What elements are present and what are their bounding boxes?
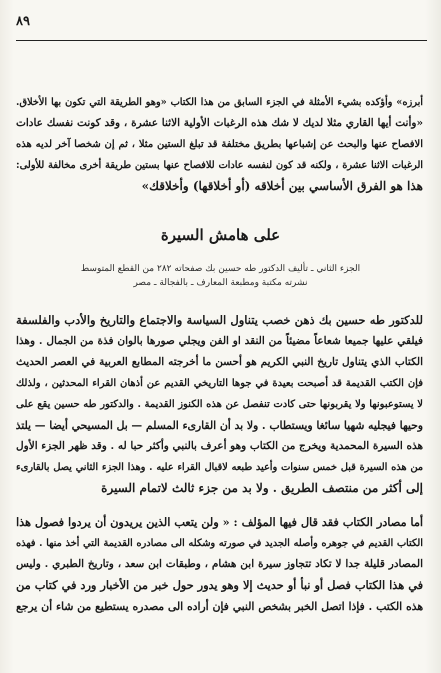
- section-title: على هامش السيرة: [160, 226, 281, 244]
- text-line: أما مصادر الكتاب فقد قال فيها المؤلف : « ولن يتعب الذين يريدون أن يردوا فصول هذا: [16, 515, 423, 529]
- text-line: الكتاب القديم في جوهره وأصله الجديد في صورته وشكله الى مصادره القديمة التي أخذ منها . فهذه: [16, 538, 423, 549]
- review-paragraph: [16, 310, 423, 499]
- intro-paragraph: [16, 92, 423, 197]
- text-line: هذه الكتب . فإذا اتصل الخبر بشخص النبي فإن أراده الى مصدره يستطيع من شاء أن يرجع: [16, 600, 423, 613]
- citation-line: الجزء الثاني ـ تأليف الدكتور طه حسين بك صفحاته ٢٨٢ من القطع المتوسط: [80, 264, 361, 274]
- text-line: الكتاب الذي يتناول تاريخ النبي الكريم هو أحسن ما أخرجته المطابع العربية في العصر الحديث: [16, 356, 423, 368]
- text-line: لا يستوعبونها ولا يقربونها حتى كادت تنفصل عن هذه الكنوز القديمة . والدكتور طه حسين يقع على: [16, 399, 423, 410]
- text-line: فإن الكتب القديمة قد أصبحت بعيدة في جوها التاريخي القديم عن أذهان القراء المحدثين ، ولذلك: [16, 378, 423, 389]
- text-line: المصادر قليلة جدا لا تكاد تتجاوز سيرة ابن هشام ، وطبقات ابن سعد ، وتاريخ الطبري . وليس: [16, 558, 423, 570]
- citation-line: نشرته مكتبة ومطبعة المعارف ـ بالفجالة ـ مصر: [133, 278, 308, 288]
- text-line: فيلقي عليها جميعا شعاعاً مضيئاً من النقد او الفن ويجلي صورها بالوان فذة من الجمال . وهذا: [16, 335, 423, 347]
- text-line: الافصاح عنها والبحث عن إشباعها بطريق مختلفة قد تبلغ الستين مثلا ، ثم إن شخصا آخر لديه هذه: [16, 139, 423, 150]
- text-line: إلى أكثر من منتصف الطريق . ولا بد من جزء ثالث لاتمام السيرة: [101, 481, 423, 495]
- text-line: الرغبات الاثنا عشرة ، ولكنه قد كون لنفسه عادات للافصاح عنها بستين طريقة أخرى مخالفة للأولى:: [16, 160, 423, 171]
- text-line: أبرزه» وأؤكده بشيء الأمثلة في الجزء السابق من هذا الكتاب «وهو الطريقة التي تكون بها الأخلاق.: [16, 97, 423, 108]
- sources-paragraph: [16, 512, 423, 617]
- text-line: «وأنت أيها القاري مثلا لديك لا شك هذه الرغبات الأولية الاثنا عشرة ، وقد كونت نفسك عادات: [16, 117, 423, 129]
- text-line: هذا هو الفرق الأساسي بين أخلاقه (أو أخلاقها) وأخلاقك»: [141, 179, 423, 193]
- text-line: في هذا الكتاب فصل أو نبأ أو حديث إلا وهو يدور حول خبر من الأخبار ورد في كتاب من: [16, 578, 423, 592]
- text-line: من هذه السيرة قبل خمس سنوات وأعيد طبعه لاقبال القراء عليه . وهذا الجزء الثاني يصل بالقارىء: [16, 462, 423, 473]
- text-line: هذه السيرة المحمدية ويخرج من الكتاب وهو أعرف بالنبي وأكثر حبا له . وقد ظهر الجزء الأول: [16, 440, 423, 452]
- text-line: للدكتور طه حسين بك ذهن خصب يتناول السياسة والاجتماع والتاريخ والأدب والفلسفة: [16, 313, 423, 327]
- header-rule: [16, 40, 427, 41]
- text-line: وحيها فيجليه شهيا سائغا ويستطاب . ولا بد أن القارىء المسلم — بل المسيحي أيضا — يلتذ: [16, 419, 423, 432]
- page-number: ٨٩: [16, 14, 30, 29]
- book-citation: [40, 262, 401, 290]
